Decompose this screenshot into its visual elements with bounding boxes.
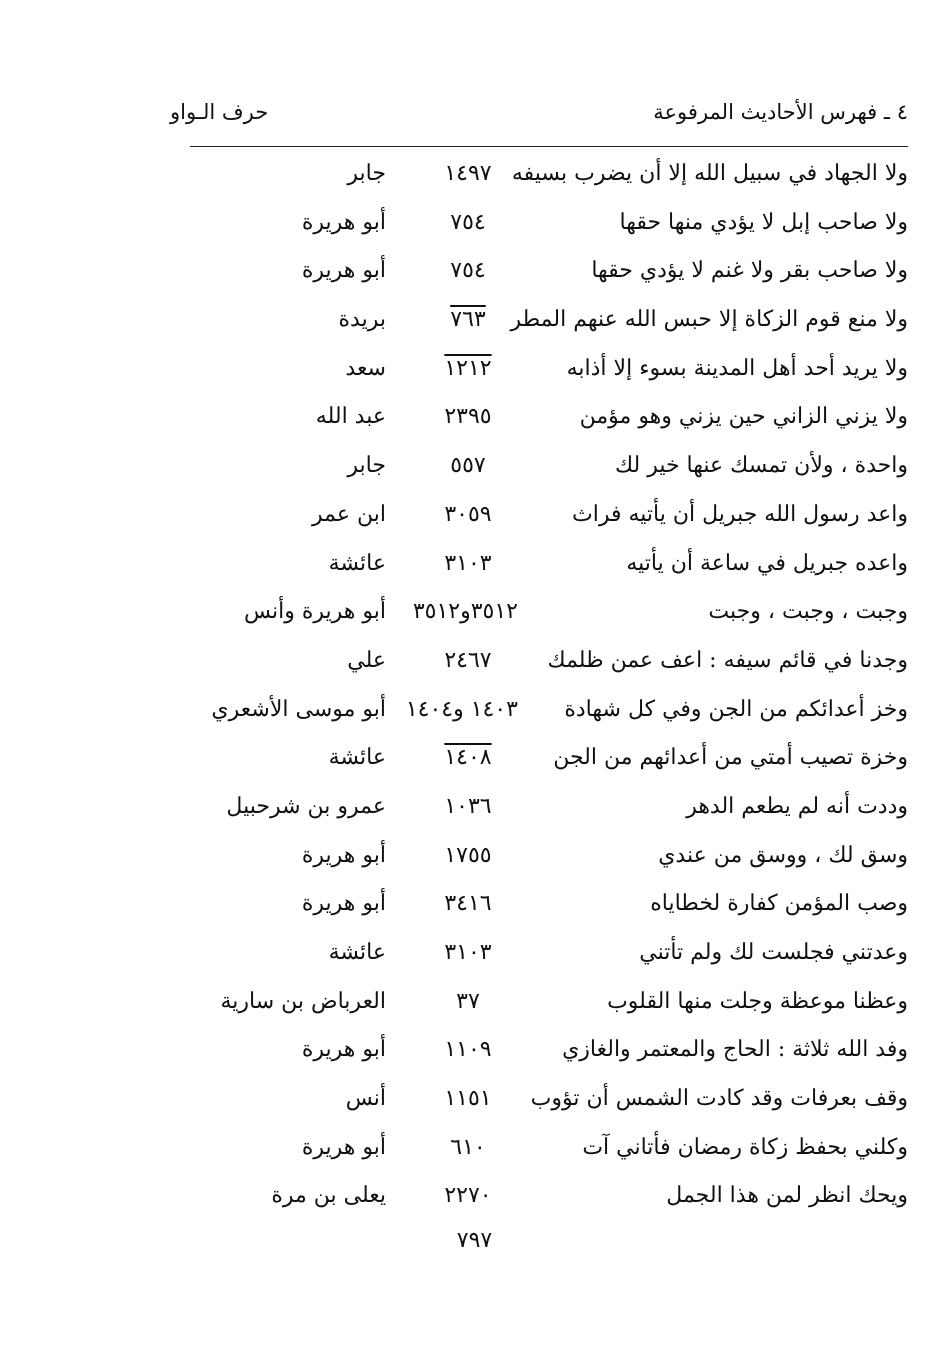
hadith-text: وجدنا في قائم سيفه : اعف عمن ظلمك [547, 647, 908, 673]
narrator-name: أبو هريرة [301, 1037, 386, 1063]
hadith-text: ولا صاحب بقر ولا غنم لا يؤدي حقها [591, 258, 908, 284]
hadith-number: ٧٥٤ [450, 209, 486, 235]
list-item [190, 837, 908, 886]
list-item [190, 642, 908, 691]
narrator-name: أبو هريرة [301, 1134, 386, 1160]
header-divider [190, 146, 908, 147]
hadith-number: ٣٠٥٩ [444, 501, 492, 527]
hadith-text: وفد الله ثلاثة : الحاج والمعتمر والغازي [562, 1037, 908, 1063]
hadith-number: ٣٥١٢و٣٥١٢ [412, 599, 518, 625]
narrator-name: عائشة [328, 745, 386, 771]
narrator-name: جابر [347, 161, 386, 186]
list-item [190, 204, 908, 253]
list-item [190, 301, 908, 350]
hadith-number: ١١٥١ [444, 1086, 492, 1112]
hadith-text: ولا يريد أحد أهل المدينة بسوء إلا أذابه [566, 355, 908, 381]
hadith-number: ١٢١٢ [444, 355, 492, 381]
narrator-name: أبو هريرة [301, 258, 386, 284]
hadith-text: ويحك انظر لمن هذا الجمل [666, 1183, 908, 1209]
list-item [190, 593, 908, 642]
narrator-name: عائشة [328, 940, 386, 965]
list-item [190, 447, 908, 496]
narrator-name: أبو هريرة [301, 842, 386, 868]
list-item [190, 545, 908, 594]
list-item [190, 934, 908, 983]
hadith-number: ٣٧ [456, 988, 480, 1014]
hadith-text: واعده جبريل في ساعة أن يأتيه [626, 550, 908, 576]
narrator-name: أبو هريرة [301, 209, 386, 235]
list-item [190, 496, 908, 545]
hadith-text: ولا يزني الزاني حين يزني وهو مؤمن [579, 404, 908, 430]
hadith-number: ٣١٠٣ [444, 940, 492, 965]
hadith-number: ٧٦٣ [450, 307, 486, 333]
list-item [190, 1129, 908, 1178]
hadith-text: وعظنا موعظة وجلت منها القلوب [607, 988, 908, 1014]
page-header [160, 100, 908, 136]
narrator-name: عبد الله [315, 404, 386, 430]
list-item [190, 1031, 908, 1080]
hadith-text: وصب المؤمن كفارة لخطاياه [650, 891, 908, 917]
hadith-text: وعدتني فجلست لك ولم تأتني [639, 940, 908, 965]
hadith-text: وكلني بحفظ زكاة رمضان فأتاني آت [582, 1134, 908, 1160]
hadith-text: وقف بعرفات وقد كادت الشمس أن تؤوب [530, 1086, 908, 1112]
hadith-number: ١٤٠٣ و١٤٠٤ [405, 696, 518, 722]
narrator-name: أبو موسى الأشعري [211, 696, 386, 722]
narrator-name: أنس [345, 1086, 386, 1112]
hadith-number: ١٤٩٧ [444, 161, 492, 186]
hadith-text: ولا الجهاد في سبيل الله إلا أن يضرب بسيفه [511, 161, 908, 186]
list-item [190, 155, 908, 204]
hadith-number: ٧٥٤ [450, 258, 486, 284]
list-item [190, 1080, 908, 1129]
hadith-text: وسق لك ، ووسق من عندي [658, 842, 908, 868]
list-item [190, 739, 908, 788]
hadith-number: ١٧٥٥ [444, 842, 492, 868]
narrator-name: سعد [345, 355, 386, 381]
narrator-name: بريدة [338, 307, 386, 333]
narrator-name: ابن عمر [312, 501, 386, 527]
hadith-number: ١١٠٩ [444, 1037, 492, 1063]
hadith-index-list [190, 155, 908, 1226]
hadith-text: واعد رسول الله جبريل أن يأتيه فراث [572, 501, 908, 527]
hadith-number: ١٠٣٦ [444, 793, 492, 819]
hadith-number: ٣١٠٣ [444, 550, 492, 576]
page-number: ٧٩٧ [456, 1228, 493, 1253]
hadith-text: واحدة ، ولأن تمسك عنها خير لك [614, 453, 908, 479]
list-item [190, 398, 908, 447]
list-item [190, 788, 908, 837]
hadith-text: ولا منع قوم الزكاة إلا حبس الله عنهم المطر [510, 307, 908, 333]
hadith-text: ولا صاحب إبل لا يؤدي منها حقها [619, 209, 908, 235]
hadith-number: ٥٥٧ [450, 453, 486, 479]
narrator-name: العرباض بن سارية [220, 988, 386, 1014]
list-item [190, 983, 908, 1032]
narrator-name: عائشة [328, 550, 386, 576]
hadith-number: ٦١٠ [450, 1134, 486, 1160]
section-title: ٤ ـ فهرس الأحاديث المرفوعة [653, 100, 908, 124]
hadith-text: وخزة تصيب أمتي من أعدائهم من الجن [553, 745, 908, 771]
hadith-number: ٢٤٦٧ [444, 647, 492, 673]
hadith-number: ١٤٠٨ [444, 745, 492, 771]
narrator-name: علي [347, 647, 386, 673]
hadith-text: وددت أنه لم يطعم الدهر [686, 793, 908, 819]
list-item [190, 885, 908, 934]
list-item [190, 1177, 908, 1226]
list-item [190, 691, 908, 740]
narrator-name: عمرو بن شرحبيل [226, 793, 386, 819]
narrator-name: جابر [347, 453, 386, 479]
narrator-name: أبو هريرة [301, 891, 386, 917]
narrator-name: يعلى بن مرة [271, 1183, 386, 1209]
narrator-name: أبو هريرة وأنس [243, 599, 386, 625]
hadith-number: ٣٤١٦ [444, 891, 492, 917]
hadith-number: ٢٢٧٠ [444, 1183, 492, 1209]
list-item [190, 252, 908, 301]
hadith-number: ٢٣٩٥ [444, 404, 492, 430]
list-item [190, 350, 908, 399]
hadith-text: وخز أعدائكم من الجن وفي كل شهادة [564, 696, 908, 722]
hadith-text: وجبت ، وجبت ، وجبت [708, 599, 908, 625]
letter-title: حرف الـواو [170, 100, 269, 124]
